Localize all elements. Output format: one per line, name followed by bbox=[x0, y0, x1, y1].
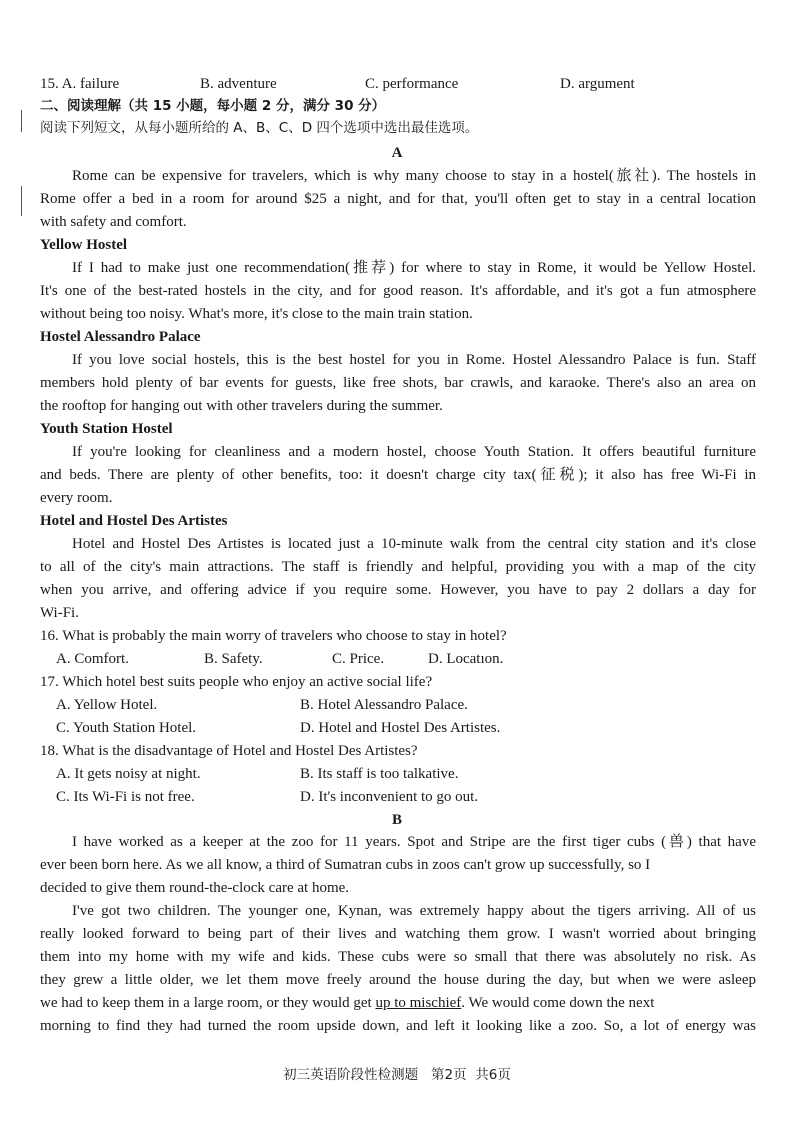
passage-line: every room. bbox=[40, 490, 113, 506]
passage-line: ever been born here. As we all know, a third of Sumatran cubs in zoos can't grow up successfully, so I bbox=[40, 857, 651, 873]
passage-line: really looked forward to being part of their lives and watching them grow. I wasn't worried about bringing bbox=[40, 926, 756, 942]
passage-line: Rome offer a bed in a room for around $25 a night, and for that, you'll often get to stay in a central location bbox=[40, 191, 756, 207]
passage-line: when you arrive, and offering advice if you require some. However, you have to pay 2 dollars a day for bbox=[40, 582, 756, 598]
passage-line: If I had to make just one recommendation(推荐) for where to stay in Rome, it would be Yellow Hostel. bbox=[72, 260, 756, 276]
passage-line bbox=[40, 993, 756, 1013]
q17-option-c: C. Youth Station Hotel. bbox=[56, 720, 197, 736]
passage-line: Hotel and Hostel Des Artistes is located just a 10-minute walk from the central city station and it's close bbox=[72, 536, 756, 552]
q17-option-d: D. Hotel and Hostel Des Artistes. bbox=[300, 720, 501, 736]
text-run: we had to keep them in a large room, or they would get bbox=[40, 995, 376, 1011]
passage-line: with safety and comfort. bbox=[40, 214, 187, 230]
passage-line: Wi-Fi. bbox=[40, 605, 79, 621]
q16-option-d: D. Locatıon. bbox=[428, 651, 504, 667]
underlined-phrase: up to mischief bbox=[375, 995, 462, 1011]
footer-title: 初三英语阶段性检测题 bbox=[283, 1067, 419, 1083]
footer-total: 共6页 bbox=[475, 1067, 511, 1083]
section-title-alessandro-palace: Hostel Alessandro Palace bbox=[40, 329, 201, 345]
footer-page: 第2页 bbox=[431, 1067, 467, 1083]
passage-line: and beds. There are plenty of other benefits, too: it doesn't charge city tax(征税); it also has free Wi-Fi in bbox=[40, 467, 756, 483]
passage-line: I've got two children. The younger one, Kynan, was extremely happy about the tigers arriving. All of us bbox=[72, 903, 756, 919]
passage-a-label: A bbox=[391, 145, 403, 161]
question-18-stem: 18. What is the disadvantage of Hotel and Hostel Des Artistes? bbox=[40, 743, 418, 759]
q15-option-d: D. argument bbox=[560, 76, 635, 92]
question-16-stem: 16. What is probably the main worry of travelers who choose to stay in hotel? bbox=[40, 628, 507, 644]
passage-b-label: B bbox=[391, 812, 402, 828]
section-title-des-artistes: Hotel and Hostel Des Artistes bbox=[40, 513, 228, 529]
q16-option-c: C. Price. bbox=[332, 651, 385, 667]
passage-line: without being too noisy. What's more, it's close to the main train station. bbox=[40, 306, 473, 322]
q15-option-b: B. adventure bbox=[200, 76, 277, 92]
section-title-youth-station: Youth Station Hostel bbox=[40, 421, 173, 437]
passage-line: Rome can be expensive for travelers, which is why many choose to stay in a hostel(旅社). The hostels in bbox=[72, 168, 756, 184]
section-instruction: 阅读下列短文，从每小题所给的 A、B、C、D 四个选项中选出最佳选项。 bbox=[40, 120, 479, 136]
q17-option-b: B. Hotel Alessandro Palace. bbox=[300, 697, 468, 713]
passage-line: they grew a little older, we let them move freely around the house during the day, but when we were asleep bbox=[40, 972, 756, 988]
passage-line: If you're looking for cleanliness and a modern hostel, choose Youth Station. It offers beautiful furniture bbox=[72, 444, 756, 460]
passage-line: It's one of the best-rated hostels in the city, and for good reason. It's affordable, and it's got a fun atmosphere bbox=[40, 283, 756, 299]
q17-option-a: A. Yellow Hotel. bbox=[56, 697, 158, 713]
q16-option-a: A. Comfort. bbox=[56, 651, 129, 667]
passage-line: decided to give them round-the-clock care at home. bbox=[40, 880, 350, 896]
text-run: . We would come down the next bbox=[461, 995, 655, 1011]
passage-line: members hold plenty of bar events for guests, like free shots, bar crawls, and karaoke. There's also an area on bbox=[40, 375, 756, 391]
q18-option-a: A. It gets noisy at night. bbox=[56, 766, 201, 782]
passage-line: to all of the city's main attractions. The staff is friendly and helpful, providing you with a map of the city bbox=[40, 559, 756, 575]
margin-mark bbox=[21, 110, 22, 132]
margin-mark bbox=[21, 186, 22, 216]
q15-option-c: C. performance bbox=[365, 76, 459, 92]
q15-option-a: 15. A. failure bbox=[40, 76, 120, 92]
q18-option-b: B. Its staff is too talkative. bbox=[300, 766, 459, 782]
q18-option-d: D. It's inconvenient to go out. bbox=[300, 789, 479, 805]
passage-line: If you love social hostels, this is the best hostel for you in Rome. Hostel Alessandro Palace is fun. Staff bbox=[72, 352, 756, 368]
passage-line: I have worked as a keeper at the zoo for 11 years. Spot and Stripe are the first tiger cubs (兽) that have bbox=[72, 834, 756, 850]
section-heading: 二、阅读理解（共 15 小题，每小题 2 分，满分 30 分） bbox=[40, 98, 386, 114]
passage-line: the rooftop for hanging out with other travelers during the summer. bbox=[40, 398, 443, 414]
section-title-yellow-hostel: Yellow Hostel bbox=[40, 237, 128, 253]
q16-option-b: B. Safety. bbox=[204, 651, 263, 667]
q18-option-c: C. Its Wi-Fi is not free. bbox=[56, 789, 195, 805]
passage-line: them into my home with my wife and kids. These cubs were so small that there was absolutely no risk. As bbox=[40, 949, 756, 965]
passage-line: morning to find they had turned the room upside down, and left it looking like a zoo. So, a lot of energy was bbox=[40, 1018, 756, 1034]
question-17-stem: 17. Which hotel best suits people who enjoy an active social life? bbox=[40, 674, 433, 690]
page-footer bbox=[0, 1063, 794, 1083]
